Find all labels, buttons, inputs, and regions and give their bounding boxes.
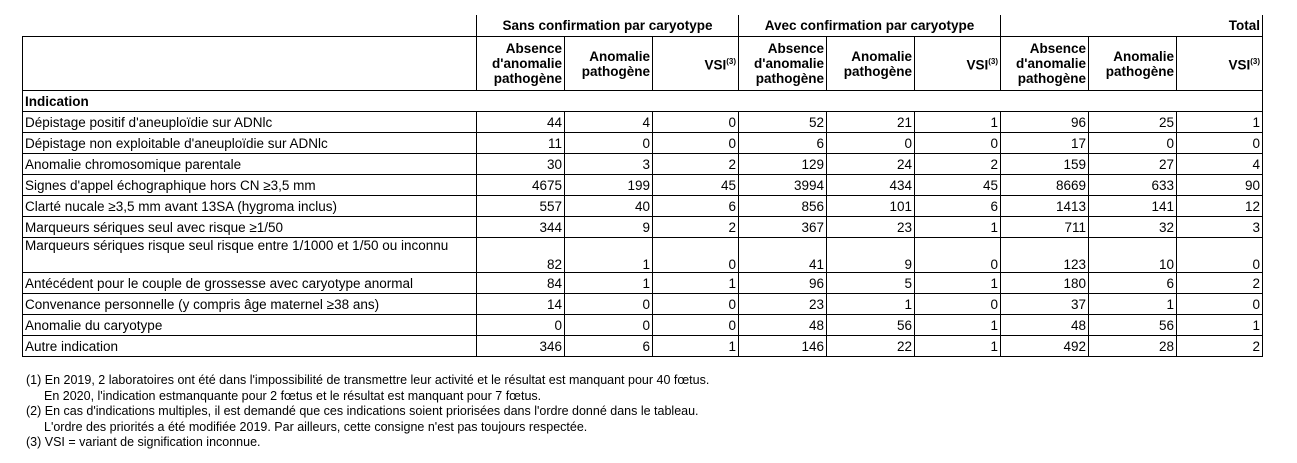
footnote-2b: L'ordre des priorités a été modifiée 2019. Par ailleurs, cette consigne n'est pas toujours respectée. bbox=[44, 419, 588, 434]
cell-value: 48 bbox=[1001, 315, 1089, 336]
cell-value: 0 bbox=[1177, 238, 1263, 273]
cell-value: 367 bbox=[739, 217, 827, 238]
table-row bbox=[23, 154, 1263, 175]
cell-value: 3 bbox=[565, 154, 653, 175]
cell-value: 1 bbox=[915, 336, 1001, 357]
cell-value: 123 bbox=[1001, 238, 1089, 273]
cell-value: 0 bbox=[653, 294, 739, 315]
vsi-footnote-ref: (3) bbox=[988, 57, 998, 67]
cell-value: 101 bbox=[827, 196, 915, 217]
cell-value: 6 bbox=[565, 336, 653, 357]
cell-value: 199 bbox=[565, 175, 653, 196]
indication-label: Indication bbox=[23, 91, 477, 112]
cell-value: 6 bbox=[1089, 273, 1177, 294]
cell-value: 2 bbox=[915, 154, 1001, 175]
cell-value: 0 bbox=[827, 133, 915, 154]
cell-value: 12 bbox=[1177, 196, 1263, 217]
row-label: Marqueurs sériques risque seul risque entre 1/1000 et 1/50 ou inconnu bbox=[23, 238, 477, 273]
col-vsi-sans bbox=[653, 37, 739, 91]
cell-value: 4675 bbox=[477, 175, 565, 196]
col-vsi-avec bbox=[915, 37, 1001, 91]
row-label: Autre indication bbox=[23, 336, 477, 357]
col-absence-avec: Absence d'anomalie pathogène bbox=[739, 37, 827, 91]
table-row bbox=[23, 196, 1263, 217]
footnote-1b: En 2020, l'indication estmanquante pour 2 fœtus et le résultat est manquant pour 7 fœtus. bbox=[44, 388, 542, 403]
cell-value: 14 bbox=[477, 294, 565, 315]
cell-value: 9 bbox=[827, 238, 915, 273]
cell-value: 2 bbox=[1177, 336, 1263, 357]
footnote-1a: (1) En 2019, 2 laboratoires ont été dans l'impossibilité de transmettre leur activité et le résultat est manquant pour 40 fœtus. bbox=[26, 373, 710, 387]
cell-value: 0 bbox=[915, 238, 1001, 273]
cell-value: 56 bbox=[1089, 315, 1177, 336]
cell-value: 633 bbox=[1089, 175, 1177, 196]
row-label: Marqueurs sériques seul avec risque ≥1/50 bbox=[23, 217, 477, 238]
cell-value: 0 bbox=[1177, 294, 1263, 315]
cell-value: 1413 bbox=[1001, 196, 1089, 217]
table-row bbox=[23, 112, 1263, 133]
cell-value: 11 bbox=[477, 133, 565, 154]
cell-value: 6 bbox=[653, 196, 739, 217]
cell-value: 6 bbox=[739, 133, 827, 154]
cell-value: 96 bbox=[1001, 112, 1089, 133]
row-label: Antécédent pour le couple de grossesse avec caryotype anormal bbox=[23, 273, 477, 294]
sub-header-row bbox=[23, 37, 1263, 91]
table-row bbox=[23, 273, 1263, 294]
footnote-2a: (2) En cas d'indications multiples, il est demandé que ces indications soient priorisées dans l'ordre donné dans le tableau. bbox=[26, 404, 699, 418]
cell-value: 17 bbox=[1001, 133, 1089, 154]
cell-value: 82 bbox=[477, 238, 565, 273]
table-row bbox=[23, 217, 1263, 238]
cell-value: 0 bbox=[653, 315, 739, 336]
cell-value: 1 bbox=[1177, 315, 1263, 336]
cell-value: 21 bbox=[827, 112, 915, 133]
cell-value: 129 bbox=[739, 154, 827, 175]
cell-value: 1 bbox=[1177, 112, 1263, 133]
cell-value: 41 bbox=[739, 238, 827, 273]
group-header-sans: Sans confirmation par caryotype bbox=[477, 15, 739, 37]
cell-value: 1 bbox=[565, 273, 653, 294]
indication-empty bbox=[477, 91, 1263, 112]
footnotes bbox=[26, 373, 709, 451]
cell-value: 32 bbox=[1089, 217, 1177, 238]
row-label: Dépistage non exploitable d'aneuploïdie sur ADNlc bbox=[23, 133, 477, 154]
cell-value: 45 bbox=[915, 175, 1001, 196]
vsi-label: VSI bbox=[1228, 57, 1251, 73]
group-header-avec: Avec confirmation par caryotype bbox=[739, 15, 1001, 37]
results-table-container bbox=[22, 15, 1263, 357]
group-header-row bbox=[23, 15, 1263, 37]
cell-value: 90 bbox=[1177, 175, 1263, 196]
cell-value: 434 bbox=[827, 175, 915, 196]
cell-value: 0 bbox=[653, 238, 739, 273]
results-table bbox=[22, 15, 1263, 357]
cell-value: 1 bbox=[653, 336, 739, 357]
cell-value: 557 bbox=[477, 196, 565, 217]
cell-value: 4 bbox=[565, 112, 653, 133]
cell-value: 84 bbox=[477, 273, 565, 294]
cell-value: 48 bbox=[739, 315, 827, 336]
cell-value: 146 bbox=[739, 336, 827, 357]
cell-value: 0 bbox=[915, 294, 1001, 315]
cell-value: 23 bbox=[739, 294, 827, 315]
cell-value: 1 bbox=[1089, 294, 1177, 315]
indication-header-row bbox=[23, 91, 1263, 112]
cell-value: 1 bbox=[653, 273, 739, 294]
vsi-label: VSI bbox=[704, 57, 727, 73]
cell-value: 492 bbox=[1001, 336, 1089, 357]
cell-value: 141 bbox=[1089, 196, 1177, 217]
cell-value: 56 bbox=[827, 315, 915, 336]
sub-corner-blank bbox=[23, 37, 477, 91]
cell-value: 346 bbox=[477, 336, 565, 357]
cell-value: 344 bbox=[477, 217, 565, 238]
cell-value: 1 bbox=[915, 273, 1001, 294]
cell-value: 1 bbox=[915, 112, 1001, 133]
table-row bbox=[23, 238, 1263, 273]
cell-value: 0 bbox=[565, 294, 653, 315]
cell-value: 0 bbox=[477, 315, 565, 336]
cell-value: 25 bbox=[1089, 112, 1177, 133]
corner-blank bbox=[23, 15, 477, 37]
footnote-3: (3) VSI = variant de signification inconnue. bbox=[26, 435, 261, 449]
cell-value: 44 bbox=[477, 112, 565, 133]
group-header-total: Total bbox=[1001, 15, 1263, 37]
cell-value: 22 bbox=[827, 336, 915, 357]
table-row bbox=[23, 175, 1263, 196]
cell-value: 1 bbox=[827, 294, 915, 315]
cell-value: 37 bbox=[1001, 294, 1089, 315]
cell-value: 8669 bbox=[1001, 175, 1089, 196]
cell-value: 1 bbox=[915, 315, 1001, 336]
cell-value: 3994 bbox=[739, 175, 827, 196]
cell-value: 40 bbox=[565, 196, 653, 217]
cell-value: 2 bbox=[653, 217, 739, 238]
cell-value: 0 bbox=[1177, 133, 1263, 154]
cell-value: 5 bbox=[827, 273, 915, 294]
vsi-footnote-ref: (3) bbox=[1250, 57, 1260, 67]
cell-value: 1 bbox=[565, 238, 653, 273]
row-label: Signes d'appel échographique hors CN ≥3,5 mm bbox=[23, 175, 477, 196]
cell-value: 52 bbox=[739, 112, 827, 133]
table-row bbox=[23, 294, 1263, 315]
cell-value: 45 bbox=[653, 175, 739, 196]
table-row bbox=[23, 133, 1263, 154]
row-label: Anomalie chromosomique parentale bbox=[23, 154, 477, 175]
col-anomalie-sans: Anomalie pathogène bbox=[565, 37, 653, 91]
table-body bbox=[23, 91, 1263, 357]
col-absence-total: Absence d'anomalie pathogène bbox=[1001, 37, 1089, 91]
cell-value: 30 bbox=[477, 154, 565, 175]
table-row bbox=[23, 336, 1263, 357]
cell-value: 0 bbox=[565, 315, 653, 336]
row-label: Anomalie du caryotype bbox=[23, 315, 477, 336]
cell-value: 711 bbox=[1001, 217, 1089, 238]
row-label: Convenance personnelle (y compris âge maternel ≥38 ans) bbox=[23, 294, 477, 315]
table-row bbox=[23, 315, 1263, 336]
col-anomalie-total: Anomalie pathogène bbox=[1089, 37, 1177, 91]
cell-value: 2 bbox=[1177, 273, 1263, 294]
vsi-footnote-ref: (3) bbox=[726, 57, 736, 67]
cell-value: 0 bbox=[1089, 133, 1177, 154]
cell-value: 0 bbox=[653, 112, 739, 133]
cell-value: 1 bbox=[915, 217, 1001, 238]
cell-value: 3 bbox=[1177, 217, 1263, 238]
col-vsi-total bbox=[1177, 37, 1263, 91]
cell-value: 28 bbox=[1089, 336, 1177, 357]
col-absence-sans: Absence d'anomalie pathogène bbox=[477, 37, 565, 91]
cell-value: 0 bbox=[565, 133, 653, 154]
col-anomalie-avec: Anomalie pathogène bbox=[827, 37, 915, 91]
row-label: Dépistage positif d'aneuploïdie sur ADNlc bbox=[23, 112, 477, 133]
cell-value: 159 bbox=[1001, 154, 1089, 175]
row-label: Clarté nucale ≥3,5 mm avant 13SA (hygroma inclus) bbox=[23, 196, 477, 217]
cell-value: 96 bbox=[739, 273, 827, 294]
vsi-label: VSI bbox=[966, 57, 989, 73]
cell-value: 0 bbox=[653, 133, 739, 154]
cell-value: 23 bbox=[827, 217, 915, 238]
cell-value: 27 bbox=[1089, 154, 1177, 175]
cell-value: 24 bbox=[827, 154, 915, 175]
cell-value: 856 bbox=[739, 196, 827, 217]
cell-value: 2 bbox=[653, 154, 739, 175]
cell-value: 0 bbox=[915, 133, 1001, 154]
cell-value: 9 bbox=[565, 217, 653, 238]
cell-value: 6 bbox=[915, 196, 1001, 217]
cell-value: 10 bbox=[1089, 238, 1177, 273]
cell-value: 180 bbox=[1001, 273, 1089, 294]
cell-value: 4 bbox=[1177, 154, 1263, 175]
